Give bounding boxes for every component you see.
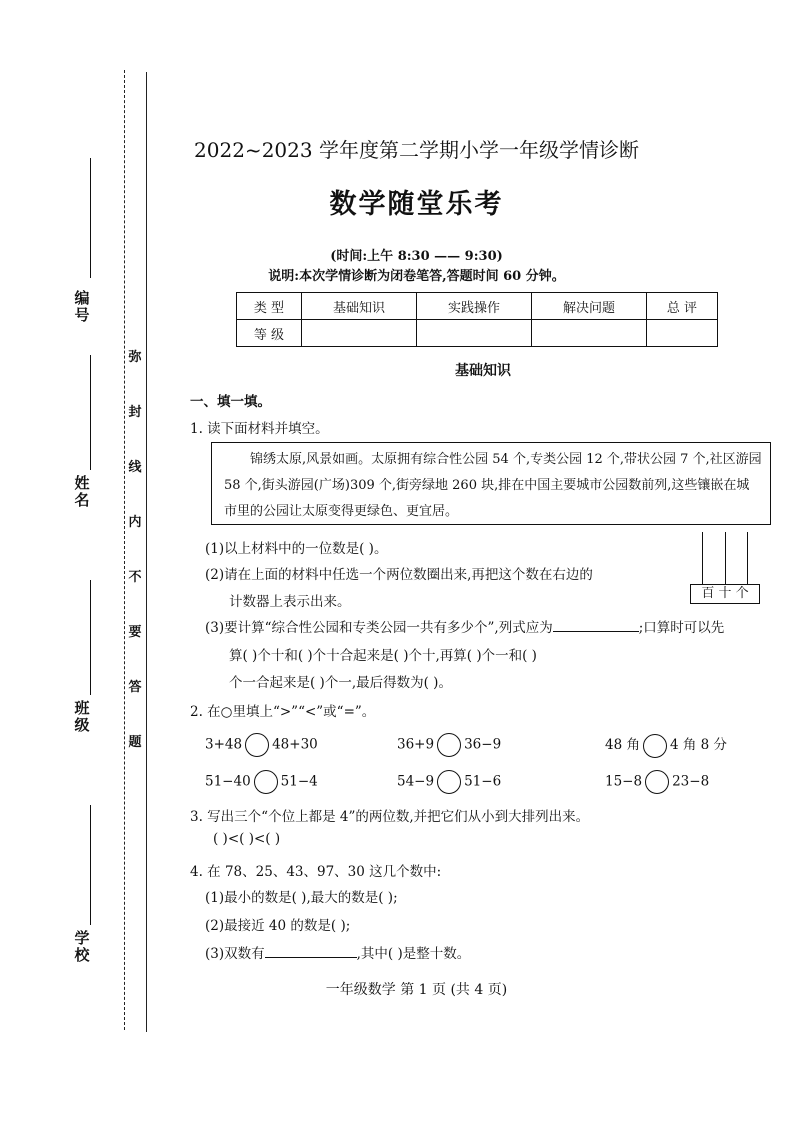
compare-circle[interactable] bbox=[437, 733, 461, 757]
q1-sub3-line1-end: ;口算时可以先 bbox=[638, 620, 725, 636]
compare-circle[interactable] bbox=[245, 733, 269, 757]
abacus-rod-hundreds[interactable] bbox=[702, 532, 703, 584]
field-class-label: 班 级 bbox=[74, 699, 90, 734]
field-school-label: 学 校 bbox=[74, 929, 90, 964]
abacus-base-labels: 百 十 个 bbox=[690, 584, 760, 604]
q4-sub3-start: (3)双数有 bbox=[205, 946, 265, 962]
q1-sub2-line1: (2)请在上面的材料中任选一个两位数圈出来,再把这个数在右边的 bbox=[205, 567, 593, 583]
q1-material-text: 锦绣太原,风景如画。太原拥有综合性公园 54 个,专类公园 12 个,带状公园 7 个,社区游园 58 个,街头游园(广场)309 个,街旁绿地 260 块,排在中国主要城市公园数前列,这些镶嵌在城市里的公园让太原变得更绿色、更宜居。 bbox=[224, 452, 762, 519]
q4-sub2: (2)最接近 40 的数是( ); bbox=[205, 918, 351, 934]
q2-stem: 2. 在○里填上“>”“<”或“=”。 bbox=[190, 704, 376, 720]
q4-sub1: (1)最小的数是( ),最大的数是( ); bbox=[205, 890, 398, 906]
compare-circle[interactable] bbox=[643, 734, 667, 758]
q1-material-box bbox=[211, 442, 771, 525]
q1-sub3-line1: (3)要计算“综合性公园和专类公园一共有多少个”,列式应为 bbox=[205, 620, 553, 636]
q4-sub3-end: ,其中( )是整十数。 bbox=[356, 946, 471, 962]
score-head-type: 类 型 bbox=[237, 293, 302, 320]
q1-sub2-line2: 计数器上表示出来。 bbox=[229, 594, 351, 610]
subject-title: 数学随堂乐考 bbox=[329, 189, 504, 220]
page-footer: 一年级数学 第 1 页 (共 4 页) bbox=[325, 982, 508, 998]
part1-heading: 一、填一填。 bbox=[190, 394, 271, 410]
score-cell-total[interactable] bbox=[647, 320, 718, 347]
abacus-rod-ones[interactable] bbox=[747, 532, 748, 584]
field-name-label: 姓 名 bbox=[74, 474, 90, 509]
score-grade-label: 等 级 bbox=[237, 320, 302, 347]
field-number-label: 编号 bbox=[74, 289, 90, 324]
exam-title: 2022~2023 学年度第二学期小学一年级学情诊断 bbox=[194, 138, 639, 162]
compare-circle[interactable] bbox=[645, 770, 669, 794]
q2-item-1: 3+48 48+30 bbox=[205, 733, 318, 757]
q1-sub3-line3: 个一合起来是( )个一,最后得数为( )。 bbox=[229, 675, 452, 691]
abacus-rod-tens[interactable] bbox=[725, 532, 726, 584]
score-cell-problem[interactable] bbox=[532, 320, 647, 347]
q4-even-numbers-blank[interactable] bbox=[265, 957, 357, 958]
q2-item-6: 15−8 23−8 bbox=[605, 770, 709, 794]
q4-stem: 4. 在 78、25、43、97、30 这几个数中: bbox=[190, 864, 442, 880]
abacus-counter[interactable] bbox=[690, 532, 760, 607]
field-school-line[interactable] bbox=[90, 805, 91, 925]
score-head-problem: 解决问题 bbox=[532, 293, 647, 320]
q1-sub3-line2: 算( )个十和( )个十合起来是( )个十,再算( )个一和( ) bbox=[229, 648, 537, 664]
q2-item-4: 51−40 51−4 bbox=[205, 770, 318, 794]
q2-item-2: 36+9 36−9 bbox=[397, 733, 501, 757]
q1-sub3-formula-blank[interactable] bbox=[553, 631, 639, 632]
score-head-total: 总 评 bbox=[647, 293, 718, 320]
compare-circle[interactable] bbox=[437, 770, 461, 794]
field-class-line[interactable] bbox=[90, 580, 91, 695]
compare-circle[interactable] bbox=[254, 770, 278, 794]
q3-stem: 3. 写出三个“个位上都是 4”的两位数,并把它们从小到大排列出来。 bbox=[190, 809, 590, 825]
q3-answer-line[interactable]: ( )<( )<( ) bbox=[213, 831, 281, 847]
section-title: 基础知识 bbox=[455, 363, 511, 379]
score-table bbox=[236, 292, 718, 347]
score-head-basic: 基础知识 bbox=[302, 293, 417, 320]
q2-item-3: 48 角 4 角 8 分 bbox=[605, 733, 727, 758]
seal-line-text: 弥封线内不要答题 bbox=[128, 350, 142, 750]
q1-stem: 1. 读下面材料并填空。 bbox=[190, 421, 329, 437]
exam-time: (时间:上午 8:30 —— 9:30) bbox=[330, 249, 503, 264]
exam-note: 说明:本次学情诊断为闭卷笔答,答题时间 60 分钟。 bbox=[268, 269, 565, 284]
q1-sub1: (1)以上材料中的一位数是( )。 bbox=[205, 541, 388, 557]
q2-item-5: 54−9 51−6 bbox=[397, 770, 501, 794]
score-cell-practice[interactable] bbox=[417, 320, 532, 347]
score-cell-basic[interactable] bbox=[302, 320, 417, 347]
field-name-line[interactable] bbox=[90, 355, 91, 470]
score-head-practice: 实践操作 bbox=[417, 293, 532, 320]
